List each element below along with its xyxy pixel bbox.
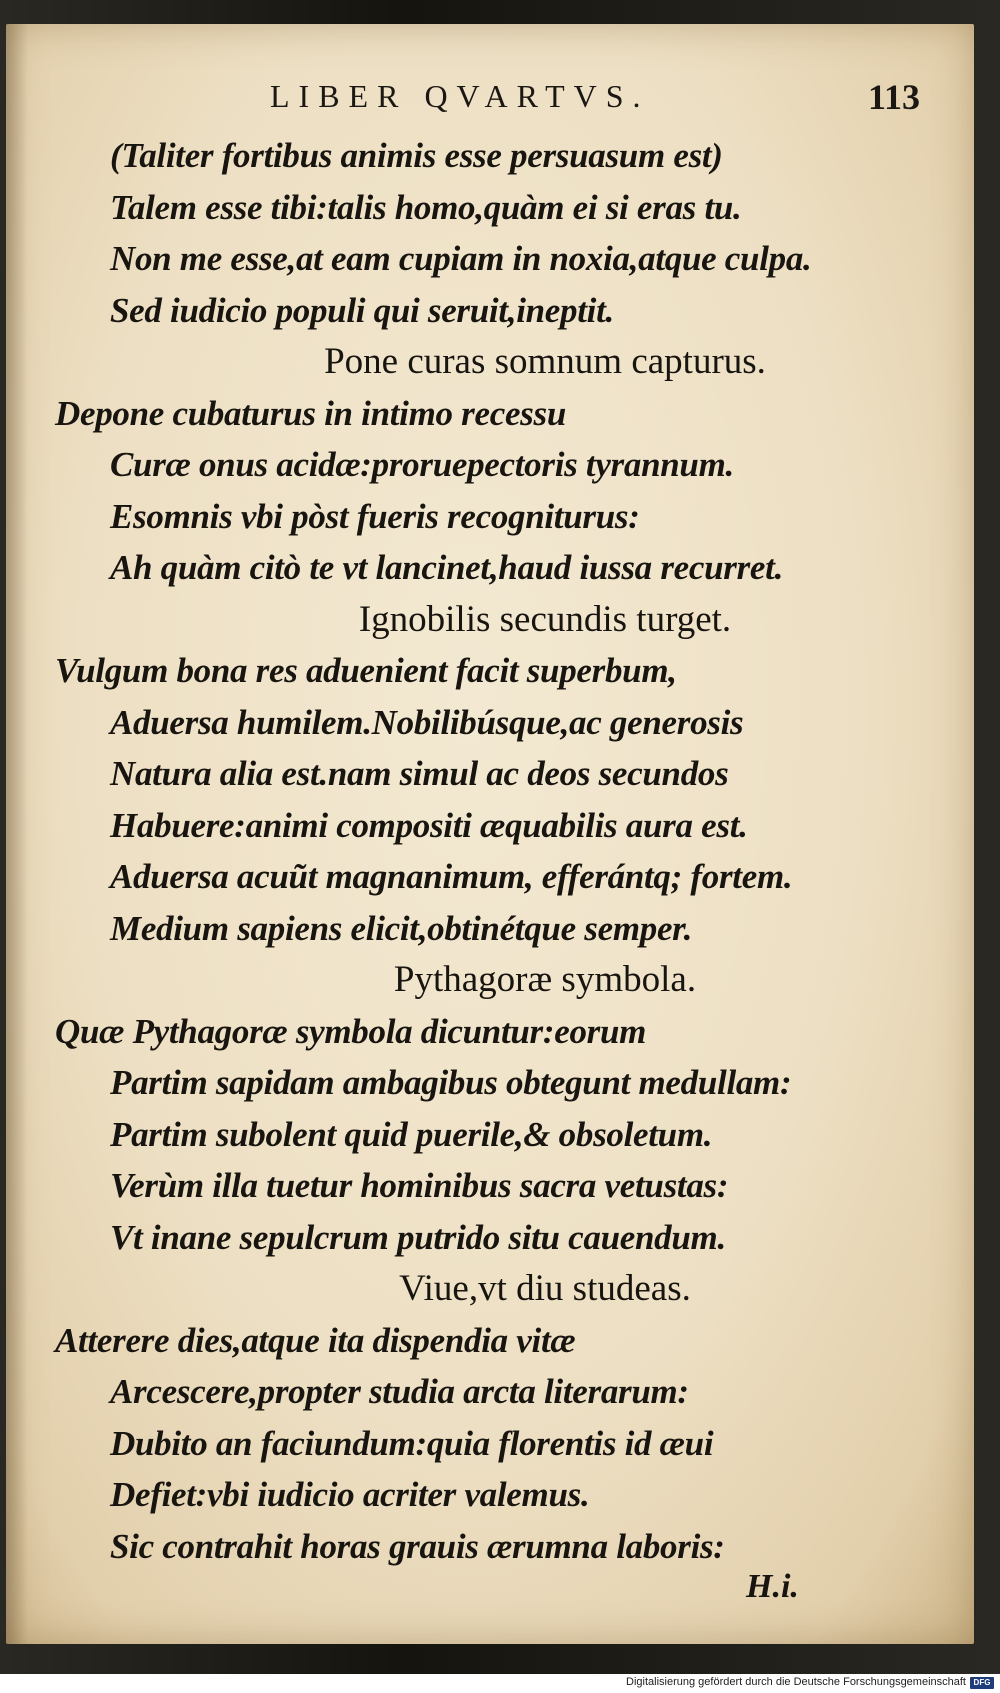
verse-line: Sed iudicio populi qui seruit,ineptit. <box>110 290 614 330</box>
verse-line: Vulgum bona res aduenient facit superbum, <box>55 651 677 690</box>
verse-line: Medium sapiens elicit,obtinétque semper. <box>110 908 693 948</box>
page-header <box>0 78 1000 128</box>
page-gutter-shadow <box>6 24 28 1644</box>
dfg-logo: DFG <box>970 1677 994 1689</box>
verse-line: Partim subolent quid puerile,& obsoletum. <box>110 1114 713 1154</box>
verse-line: Defiet:vbi iudicio acriter valemus. <box>110 1475 590 1514</box>
section-heading: Pone curas somnum capturus. <box>324 341 766 382</box>
verse-line: Sic contrahit horas grauis ærumna laboris: <box>110 1526 725 1566</box>
page-number: 113 <box>868 77 921 117</box>
verse-line: Natura alia est.nam simul ac deos secundos <box>110 754 729 793</box>
verse-line: Arcescere,propter studia arcta literarum: <box>110 1372 689 1411</box>
verse-line: Talem esse tibi:talis homo,quàm ei si eras tu. <box>110 187 742 227</box>
verse-line: Partim sapidam ambagibus obtegunt medullam: <box>110 1063 792 1102</box>
footer-credit: Digitalisierung gefördert durch die Deutsche Forschungsgemeinschaft <box>626 1676 966 1688</box>
verse-line: Habuere:animi compositi æquabilis aura est. <box>110 805 748 845</box>
verse-line: Aduersa acuũt magnanimum, efferántq; fortem. <box>110 857 793 896</box>
verse-line: Depone cubaturus in intimo recessu <box>55 393 566 433</box>
section-heading: Ignobilis secundis turget. <box>358 598 732 640</box>
verse-line: Dubito an faciundum:quia florentis id æui <box>110 1423 714 1463</box>
verse-line: Ah quàm citò te vt lancinet,haud iussa recurret. <box>110 548 784 587</box>
section-heading: Pythagoræ symbola. <box>393 959 697 1000</box>
verse-line: Vt inane sepulcrum putrido situ cauendum. <box>110 1217 726 1257</box>
signature-mark: H.i. <box>746 1568 799 1605</box>
verse-line: Esomnis vbi pòst fueris recogniturus: <box>110 496 640 536</box>
verse-line: Curæ onus acidæ:proruepectoris tyrannum. <box>110 445 734 484</box>
verse-line: Quæ Pythagoræ symbola dicuntur:eorum <box>55 1011 647 1051</box>
verse-line: Non me esse,at eam cupiam in noxia,atque culpa. <box>110 239 812 278</box>
verse-line: Atterere dies,atque ita dispendia vitæ <box>55 1320 576 1360</box>
verse-line: (Taliter fortibus animis esse persuasum est) <box>110 136 723 175</box>
verse-line: Verùm illa tuetur hominibus sacra vetustas: <box>110 1166 729 1205</box>
verse-line: Aduersa humilem.Nobilibúsque,ac generosis <box>110 702 744 742</box>
section-heading: Viue,vt diu studeas. <box>399 1268 691 1309</box>
footer-bar <box>0 1674 1000 1693</box>
running-head: LIBER QVARTVS. <box>270 78 650 114</box>
text-block <box>55 130 945 1572</box>
